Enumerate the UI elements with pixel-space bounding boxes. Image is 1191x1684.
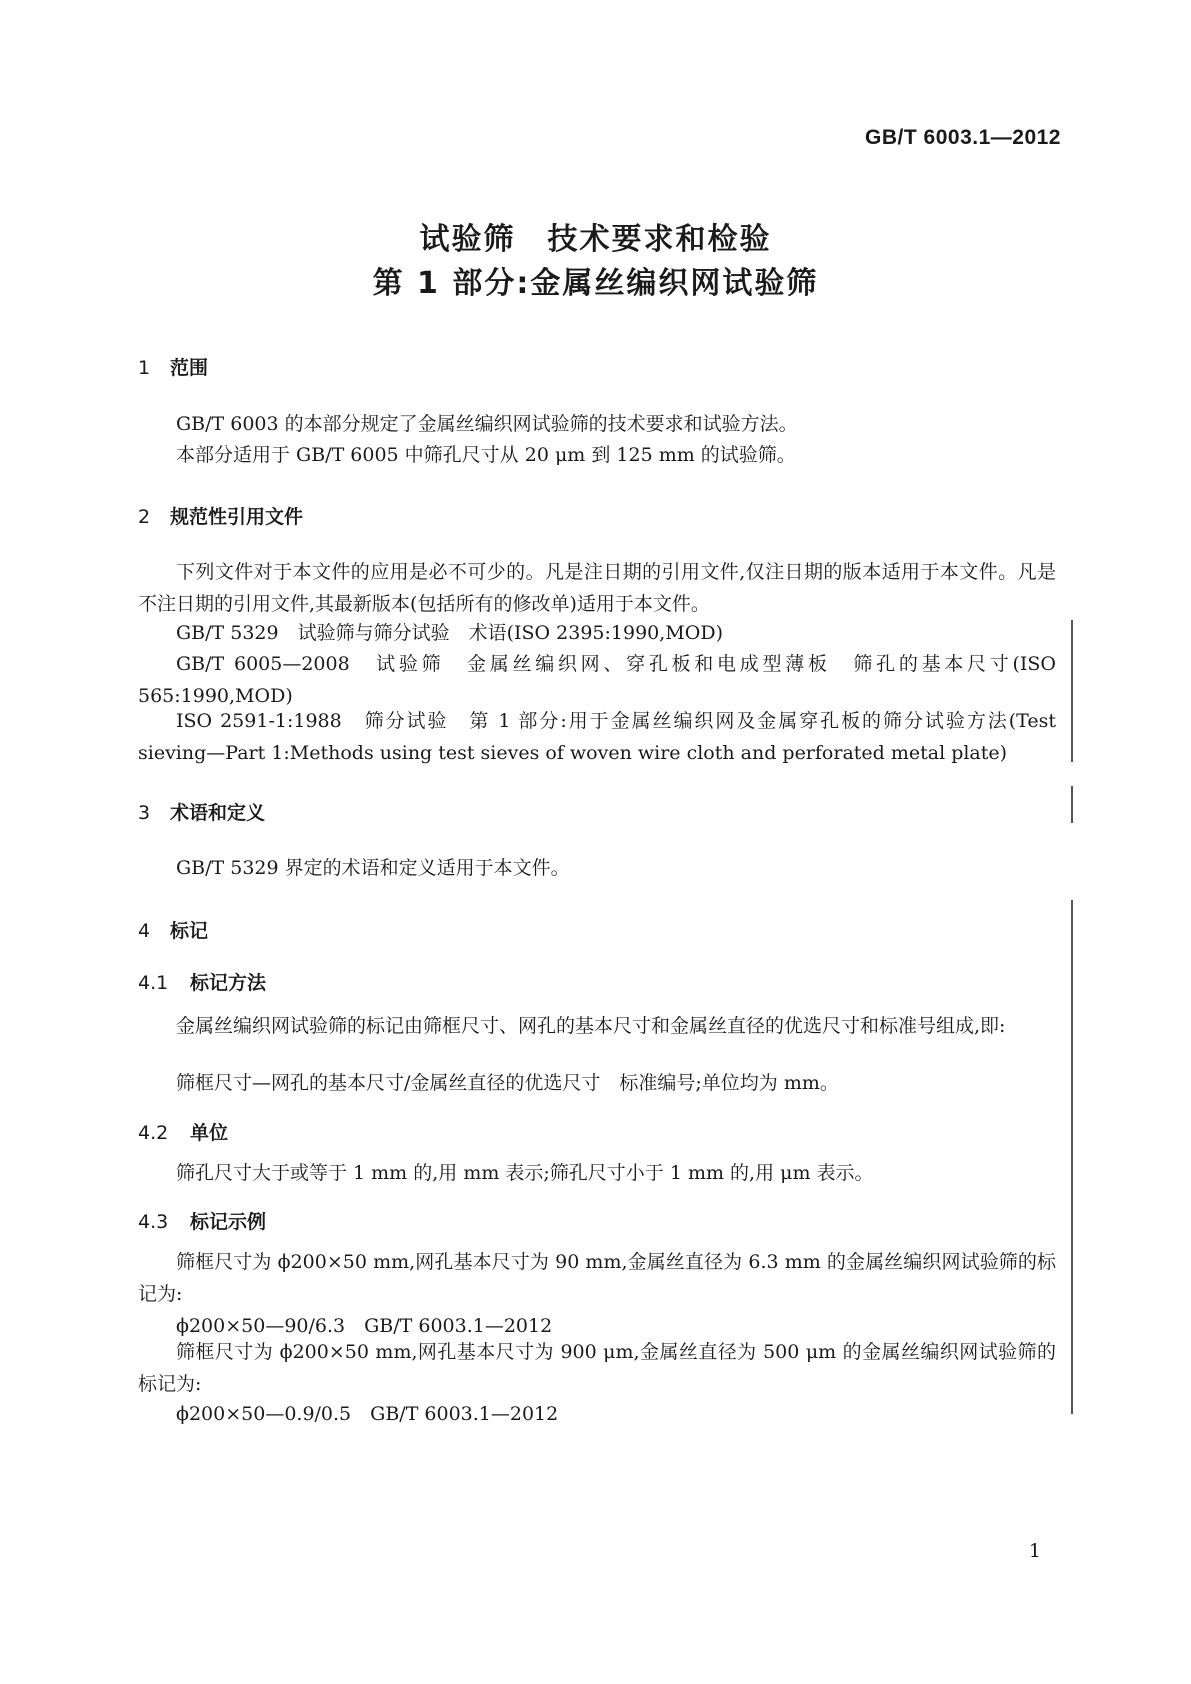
section-number: 1 — [138, 357, 151, 379]
section-3-heading — [138, 798, 265, 825]
subsection-4-1-paragraph-2: 筛框尺寸—网孔的基本尺寸/金属丝直径的优选尺寸 标准编号;单位均为 mm。 — [176, 1072, 839, 1094]
subsection-4-2-paragraph-1: 筛孔尺寸大于或等于 1 mm 的,用 mm 表示;筛孔尺寸小于 1 mm 的,用 μm 表示。 — [176, 1162, 874, 1184]
standard-number: GB/T 6003.1—2012 — [865, 126, 1061, 149]
subsection-number: 4.1 — [138, 972, 169, 994]
title-line-2: 第 1 部分:金属丝编织网试验筛 — [372, 266, 819, 301]
normative-reference-1: GB/T 5329 试验筛与筛分试验 术语(ISO 2395:1990,MOD) — [176, 622, 723, 644]
marking-example-2: ϕ200×50—0.9/0.5 GB/T 6003.1—2012 — [176, 1403, 559, 1425]
revision-bar — [1071, 786, 1073, 823]
subsection-4-3-paragraph-1: 筛框尺寸为 ϕ200×50 mm,网孔基本尺寸为 90 mm,金属丝直径为 6.3 mm 的金属丝编织网试验筛的标记为: — [138, 1251, 1056, 1305]
section-title: 规范性引用文件 — [170, 506, 304, 528]
section-title: 范围 — [170, 357, 209, 379]
section-1-paragraph-2: 本部分适用于 GB/T 6005 中筛孔尺寸从 20 μm 到 125 mm 的试验筛。 — [176, 444, 796, 466]
page-number: 1 — [1028, 1540, 1041, 1562]
section-2-paragraph-1: 下列文件对于本文件的应用是必不可少的。凡是注日期的引用文件,仅注日期的版本适用于本文件。凡是不注日期的引用文件,其最新版本(包括所有的修改单)适用于本文件。 — [138, 561, 1056, 615]
subsection-title: 单位 — [190, 1122, 229, 1144]
subsection-number: 4.2 — [138, 1122, 169, 1144]
marking-example-1: ϕ200×50—90/6.3 GB/T 6003.1—2012 — [176, 1315, 553, 1337]
subsection-4-3-heading — [138, 1207, 266, 1234]
section-title: 术语和定义 — [170, 802, 266, 824]
subsection-title: 标记方法 — [190, 972, 267, 994]
subsection-4-3-paragraph-2: 筛框尺寸为 ϕ200×50 mm,网孔基本尺寸为 900 μm,金属丝直径为 500 μm 的金属丝编织网试验筛的标记为: — [138, 1341, 1056, 1395]
section-number: 4 — [138, 920, 151, 942]
subsection-4-2-heading — [138, 1118, 228, 1145]
section-1-paragraph-1: GB/T 6003 的本部分规定了金属丝编织网试验筛的技术要求和试验方法。 — [176, 413, 798, 435]
subsection-number: 4.3 — [138, 1211, 169, 1233]
revision-bar — [1071, 620, 1073, 762]
subsection-title: 标记示例 — [190, 1211, 267, 1233]
normative-reference-3: ISO 2591-1:1988 筛分试验 第 1 部分:用于金属丝编织网及金属穿孔板的筛分试验方法(Test sieving—Part 1:Methods using test sieves of woven wire cloth and perforated metal plate) — [138, 710, 1056, 764]
subsection-4-1-paragraph-1: 金属丝编织网试验筛的标记由筛框尺寸、网孔的基本尺寸和金属丝直径的优选尺寸和标准号组成,即: — [176, 1015, 1006, 1037]
section-number: 2 — [138, 506, 151, 528]
section-4-heading — [138, 916, 208, 943]
section-number: 3 — [138, 802, 151, 824]
section-1-heading — [138, 353, 208, 380]
section-2-heading — [138, 502, 303, 529]
revision-bar — [1071, 900, 1073, 1414]
section-title: 标记 — [170, 920, 209, 942]
subsection-4-1-heading — [138, 968, 266, 995]
title-line-1: 试验筛 技术要求和检验 — [419, 222, 772, 257]
section-3-paragraph-1: GB/T 5329 界定的术语和定义适用于本文件。 — [176, 857, 570, 879]
normative-reference-2: GB/T 6005—2008 试验筛 金属丝编织网、穿孔板和电成型薄板 筛孔的基本尺寸(ISO 565:1990,MOD) — [138, 653, 1056, 707]
